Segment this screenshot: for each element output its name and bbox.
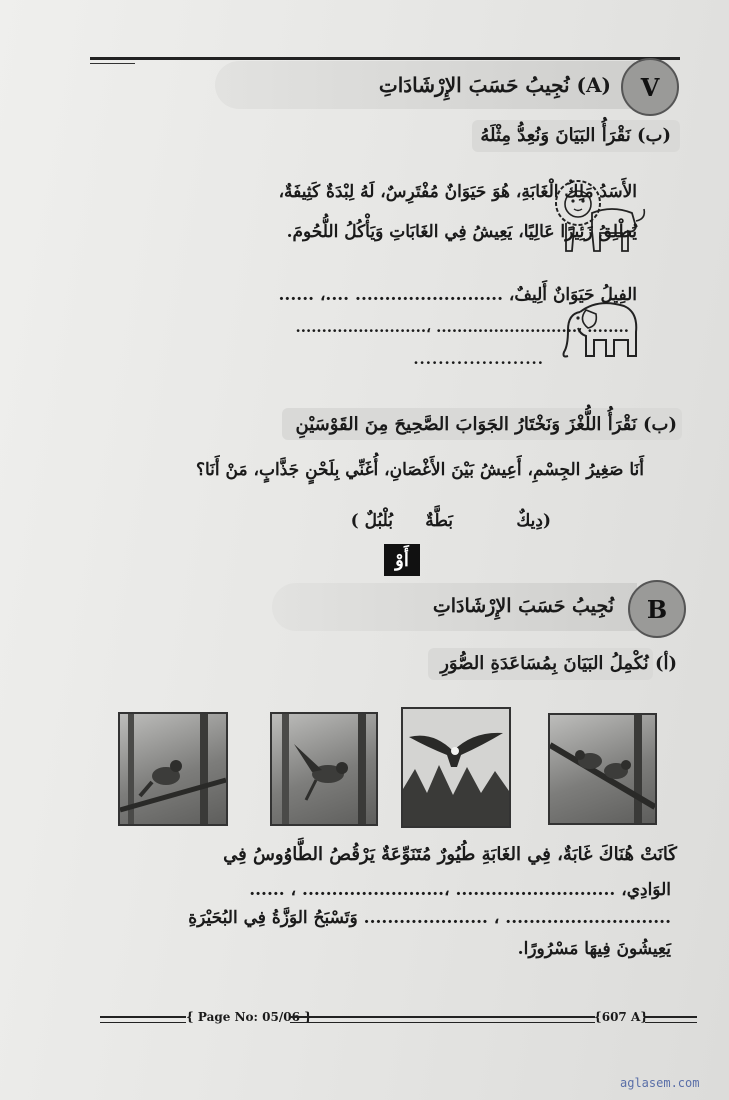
- section-b-sub-heading: (أ) نُكْمِلُ البَيَانَ بِمُسَاعَدَةِ الصُّوَرِ: [440, 653, 677, 674]
- lion-line-2: يُطْلِقُ زَئِيرًا عَالِيًا، يَعِيشُ فِي الغَابَاتِ وَيَأْكُلُ اللُّحُومَ.: [286, 222, 637, 242]
- bird-photo-flying: [270, 712, 378, 826]
- riddle-text: أَنَا صَغِيرُ الجِسْمِ، أَعِيشُ بَيْنَ الأَغْصَانِ، أُغَنِّي بِلَحْنٍ جَذَّابٍ، مَنْ أَنَا؟: [195, 460, 644, 480]
- bird-photo-pair: [548, 713, 657, 825]
- part2-heading: (ب) نَقْرَأُ اللُّغْزَ وَنَخْتَارُ الجَوَابَ الصَّحِيحَ مِنَ القَوْسَيْنِ: [295, 414, 677, 435]
- footer-rule-middle-2: [290, 1022, 595, 1023]
- footer-rule-right-2: [645, 1022, 697, 1023]
- part1-heading: (ب) نَقْرَأُ البَيَانَ وَنُعِدُّ مِثْلَهُ: [480, 125, 671, 146]
- top-rule: [90, 57, 680, 60]
- section-b-title: نُجِيبُ حَسَبَ الإِرْشَادَاتِ: [432, 595, 614, 617]
- or-label: أَوْ: [384, 544, 420, 576]
- section-b-badge: B: [628, 580, 686, 638]
- elephant-line-2: ........ ،........................... ،.........................: [295, 318, 629, 336]
- section-v-badge: V: [621, 58, 679, 116]
- footer-rule-left-2: [100, 1022, 186, 1023]
- bird-photo-bulbul: [118, 712, 228, 826]
- choice-1: (دِيكٌ: [516, 511, 551, 531]
- bird-photo-eagle: [401, 707, 511, 828]
- section-v-title: (A) نُجِيبُ حَسَبَ الإِرْشَادَاتِ: [378, 73, 611, 97]
- footer-rule-middle: [290, 1016, 595, 1018]
- lion-line-1: الأَسَدُ مَلِكُ الْغَابَةِ، هُوَ حَيَوَانٌ مُفْتَرِسٌ، لَهُ لِبْدَةٌ كَثِيفَةٌ،: [278, 182, 637, 202]
- paragraph-line-2: الوَادِي، ........................... ،........................ ، ......: [249, 880, 671, 900]
- footer-rule-right: [645, 1016, 697, 1018]
- paragraph-line-4: يَعِيشُونَ فِيهَا مَسْرُورًا.: [517, 939, 671, 959]
- elephant-line-3: .....................: [413, 350, 544, 368]
- paragraph-line-3: ............................ ، ..................... وَتَسْبَحُ الوَزَّةُ فِي البُحَيْرَةِ: [188, 908, 671, 928]
- paragraph-line-1: كَانَتْ هُنَاكَ غَابَةٌ، فِي الغَابَةِ طُيُورٌ مُتَنَوِّعَةٌ يَرْقُصُ الطَّاوُوسُ فِي: [223, 844, 677, 865]
- footer-page-number: { Page No: 05/06 }: [186, 1010, 312, 1024]
- choice-2: بَطَّةٌ: [425, 511, 453, 531]
- elephant-line-1: الفِيلُ حَيَوَانٌ أَلِيفٌ، ......................... ....، ......: [278, 285, 637, 305]
- top-rule-accent: [90, 63, 135, 64]
- footer-code: {607 A}: [594, 1010, 648, 1024]
- watermark: aglasem.com: [620, 1076, 700, 1090]
- choice-3: بُلْبُلٌ ): [350, 511, 393, 531]
- footer-rule-left: [100, 1016, 186, 1018]
